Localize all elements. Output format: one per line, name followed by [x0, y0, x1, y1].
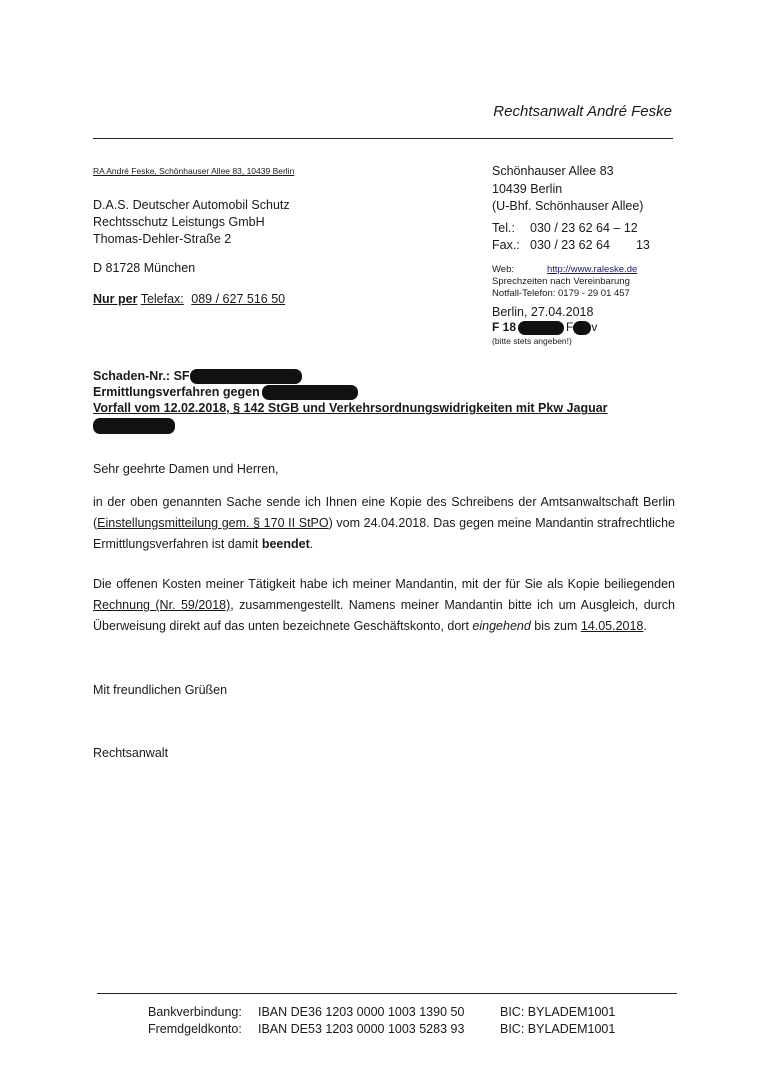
footer-rule [97, 993, 677, 994]
footer-trust-label: Fremdgeldkonto: [148, 1022, 242, 1036]
recipient-address [93, 197, 290, 248]
recipient-city: D 81728 München [93, 261, 196, 275]
paragraph-1-reference: Einstellungsmitteilung gem. § 170 II StPO [97, 516, 329, 530]
office-tel-number: 030 / 23 62 64 – 12 [530, 220, 638, 235]
paragraph-2-text-c: bis zum [530, 619, 581, 633]
reference-end: v [591, 320, 598, 334]
subject-block [93, 368, 693, 434]
paragraph-2-due-date: 14.05.2018 [580, 619, 644, 633]
office-web-label: Web: [492, 264, 515, 275]
subject-claim-label: Schaden-Nr.: SF [93, 369, 190, 383]
fax-only-number: 089 / 627 516 50 [191, 292, 286, 306]
fax-only-prefix: Nur per [93, 292, 138, 306]
paragraph-1 [93, 492, 675, 555]
subject-incident: Vorfall vom 12.02.2018, § 142 StGB und Verkehrsordnungswidrigkeiten mit Pkw Jaguar [93, 401, 608, 416]
office-zip-city: 10439 Berlin [492, 181, 563, 196]
footer-bank-label: Bankverbindung: [148, 1005, 242, 1019]
salutation: Sehr geehrte Damen und Herren, [93, 462, 279, 476]
paragraph-1-text-a: in der oben genannten Sache sende ich Ihnen eine Kopie des Schreibens der Amtsanwaltschaft Berlin ( [93, 495, 675, 530]
recipient-line-1: D.A.S. Deutscher Automobil Schutz [93, 198, 290, 212]
paragraph-2-end: . [643, 619, 647, 633]
letterhead-name: Rechtsanwalt André Feske [493, 103, 672, 120]
sender-return-line: RA André Feske, Schönhauser Allee 83, 10439 Berlin [93, 166, 295, 176]
reference-number [492, 320, 597, 335]
office-fax-number: 030 / 23 62 64 [530, 238, 610, 252]
office-web [492, 264, 637, 276]
office-emergency: Notfall-Telefon: 0179 - 29 01 457 [492, 288, 630, 299]
subject-claim [93, 368, 693, 384]
redaction-block [573, 321, 591, 335]
office-fax-ext: 13 [635, 238, 650, 252]
footer-trust-bic: BIC: BYLADEM1001 [500, 1022, 616, 1036]
redaction-block [93, 418, 175, 434]
signature-title: Rechtsanwalt [93, 746, 169, 760]
recipient-line-2: Rechtsschutz Leistungs GmbH [93, 215, 265, 229]
subject-proceedings-label: Ermittlungsverfahren gegen [93, 385, 260, 400]
office-street: Schönhauser Allee 83 [492, 164, 614, 178]
fax-only-label: Telefax: [140, 292, 184, 306]
redaction-block [190, 369, 302, 384]
footer-bank-iban: IBAN DE36 1203 0000 1003 1390 50 [258, 1005, 465, 1019]
office-transit: (U-Bhf. Schönhauser Allee) [492, 199, 644, 213]
office-tel-label: Tel.: [492, 220, 515, 235]
paragraph-2-italic: eingehend [472, 619, 531, 633]
office-hours: Sprechzeiten nach Vereinbarung [492, 276, 630, 287]
paragraph-2-invoice: Rechnung (Nr. 59/2018) [93, 598, 231, 612]
office-tel [492, 220, 650, 238]
paragraph-2 [93, 574, 675, 637]
recipient-line-3: Thomas-Dehler-Straße 2 [93, 232, 232, 246]
header-rule [93, 138, 673, 139]
footer-bank [148, 1004, 615, 1021]
closing: Mit freundlichen Grüßen [93, 683, 228, 697]
paragraph-1-bold: beendet [261, 537, 310, 551]
reference-prefix: F 18 [492, 320, 517, 334]
paragraph-2-text-a: Die offenen Kosten meiner Tätigkeit habe ich meiner Mandantin, mit der für Sie als Kopie beiliegenden [93, 577, 675, 591]
paragraph-1-text-b: ) vom 24.04.2018. Das gegen meine Mandantin strafrechtliche Ermittlungsverfahren ist damit [93, 516, 675, 551]
letter-date: Berlin, 27.04.2018 [492, 305, 594, 319]
fax-only-note [93, 291, 285, 308]
subject-proceedings [93, 384, 693, 400]
redaction-block [518, 321, 564, 335]
office-web-link[interactable]: http://www.raleske.de [547, 264, 638, 275]
paragraph-1-end: . [309, 537, 314, 551]
office-fax-label: Fax.: [492, 238, 520, 252]
reference-mid: F [566, 320, 574, 334]
office-address [492, 163, 650, 255]
footer-trust-iban: IBAN DE53 1203 0000 1003 5283 93 [258, 1022, 465, 1036]
footer-trust [148, 1021, 615, 1038]
paragraph-2-text-b: , zusammengestellt. Namens meiner Mandantin bitte ich um Ausgleich, durch Überweisung direkt auf das unten bezeichnete Geschäftskonto, dort [93, 598, 675, 633]
reference-note: (bitte stets angeben!) [492, 336, 572, 346]
footer-bank-bic: BIC: BYLADEM1001 [500, 1005, 616, 1019]
redaction-block [262, 385, 358, 400]
office-fax [492, 237, 650, 255]
